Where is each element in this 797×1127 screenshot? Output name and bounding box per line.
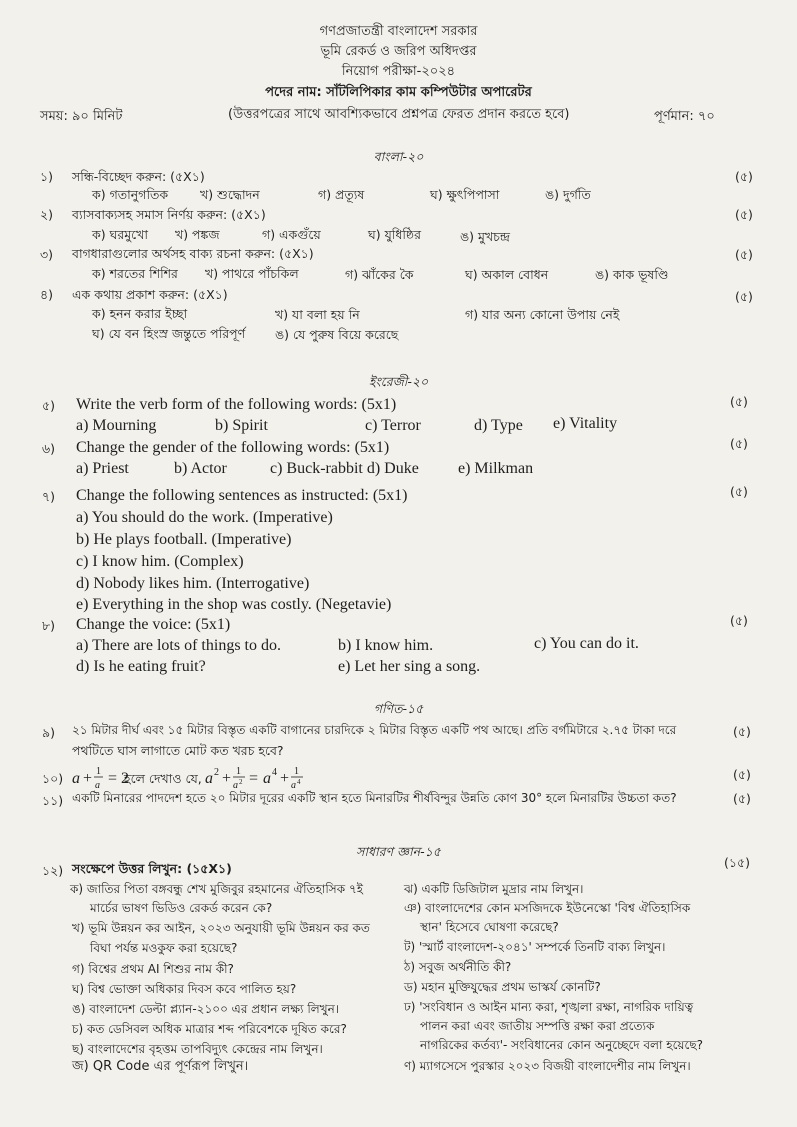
gk-item-continued: নাগরিকের কর্তব্য'- সংবিধানের কোন অনুচ্ছেদে বলা হয়েছে? bbox=[420, 1038, 703, 1052]
gk-item-continued: স্থান' হিসেবে ঘোষণা করেছে? bbox=[420, 920, 559, 934]
gk-item: ঘ) বিশ্ব ভোক্তা অধিকার দিবস কবে পালিত হয়? bbox=[72, 982, 297, 996]
option: d) Is he eating fruit? bbox=[76, 658, 206, 675]
option: ঘ) ক্ষুৎপিপাসা bbox=[430, 187, 500, 202]
svg-text:= 2: = 2 bbox=[108, 770, 130, 787]
question-marks: (৫) bbox=[730, 484, 748, 499]
option: গ) যার অন্য কোনো উপায় নেই bbox=[465, 307, 620, 322]
gk-item: জ) QR Code এর পূর্ণরূপ লিখুন। bbox=[72, 1059, 249, 1074]
option: খ) শুদ্ধোদন bbox=[200, 187, 260, 202]
option: ঘ) অকাল বোধন bbox=[465, 267, 549, 282]
govt-name: গণপ্রজাতন্ত্রী বাংলাদেশ সরকার bbox=[319, 24, 478, 39]
option: a) Mourning bbox=[76, 417, 157, 434]
gk-item: ঝ) একটি ডিজিটাল মুদ্রার নাম লিখুন। bbox=[404, 882, 584, 896]
option: b) I know him. bbox=[338, 637, 434, 654]
gk-item: চ) কত ডেসিবল অধিক মাত্রার শব্দ পরিবেশকে দূষিত করে? bbox=[72, 1022, 347, 1036]
question-text: সন্ধি-বিচ্ছেদ করুন: (৫X১) bbox=[72, 169, 205, 184]
option: ক) ঘরমুখো bbox=[92, 227, 148, 242]
option: a) You should do the work. (Imperative) bbox=[76, 509, 333, 526]
svg-text:1: 1 bbox=[294, 766, 299, 777]
option: c) Terror bbox=[365, 417, 421, 434]
question-text: Write the verb form of the following words: (5x1) bbox=[76, 396, 397, 413]
option: ঙ) যে পুরুষ বিয়ে করেছে bbox=[275, 327, 399, 342]
option: c) You can do it. bbox=[534, 635, 639, 652]
option: a) There are lots of things to do. bbox=[76, 637, 281, 654]
svg-text:a: a bbox=[233, 780, 238, 791]
option: গ) ঝাঁকের কৈ bbox=[345, 267, 414, 282]
svg-text:1: 1 bbox=[236, 766, 241, 777]
question-marks: (৫) bbox=[735, 207, 753, 222]
gk-item-continued: বিঘা পর্যন্ত মওকুফ করা হয়েছে? bbox=[90, 941, 238, 955]
option: c) Buck-rabbit d) Duke bbox=[270, 460, 419, 477]
section-title-math: গণিত-১৫ bbox=[373, 701, 424, 716]
question-text: সংক্ষেপে উত্তর লিখুন: (১৫X১) bbox=[72, 861, 232, 876]
option: খ) পাথরে পাঁচকিল bbox=[205, 266, 299, 281]
gk-item: ঢ) 'সংবিধান ও আইন মান্য করা, শৃঙ্খলা রক্ষা, নাগরিক দায়িত্ব bbox=[404, 1000, 694, 1014]
question-number: ২) bbox=[40, 207, 54, 222]
option: b) Spirit bbox=[215, 417, 268, 434]
gk-item: ঞ) বাংলাদেশের কোন মসজিদকে ইউনেস্কো 'বিশ্ব ঐতিহাসিক bbox=[404, 901, 691, 915]
option: e) Milkman bbox=[458, 460, 534, 477]
section-title-bangla: বাংলা-২০ bbox=[373, 149, 424, 164]
question-marks: (১৫) bbox=[724, 855, 750, 870]
question-marks: (৫) bbox=[730, 613, 748, 628]
gk-item: ণ) ম্যাগসেসে পুরস্কার ২০২৩ বিজয়ী বাংলাদেশীর নাম লিখুন। bbox=[404, 1059, 691, 1073]
gk-item: গ) বিশ্বের প্রথম AI শিশুর নাম কী? bbox=[72, 962, 234, 976]
question-text: Change the gender of the following words: (5x1) bbox=[76, 439, 390, 456]
option: গ) প্রত্যূষ bbox=[318, 187, 365, 202]
question-number: ৭) bbox=[42, 489, 56, 504]
question-marks: (৫) bbox=[733, 724, 751, 739]
exam-time: সময়: ৯০ মিনিট bbox=[40, 109, 123, 124]
option: c) I know him. (Complex) bbox=[76, 553, 244, 570]
option: a) Priest bbox=[76, 460, 129, 477]
question-text: Change the following sentences as instructed: (5x1) bbox=[76, 487, 408, 504]
math-expression bbox=[205, 760, 365, 792]
question-number: ৪) bbox=[40, 287, 53, 302]
question-text: ২১ মিটার দীর্ঘ এবং ১৫ মিটার বিস্তৃত একটি বাগানের চারদিকে ২ মিটার বিস্তৃত একটি পথ আছে। প্রতি বর্গমিটারে ২.৭৫ টাকা দরে bbox=[72, 723, 677, 737]
gk-item: ট) 'স্মার্ট বাংলাদেশ-২০৪১' সম্পর্কে তিনটি বাক্য লিখুন। bbox=[404, 940, 666, 954]
gk-item: খ) ভূমি উন্নয়ন কর আইন, ২০২৩ অনুযায়ী ভূমি উন্নয়ন কর কত bbox=[72, 921, 370, 935]
option: খ) পঙ্কজ bbox=[175, 227, 220, 242]
option: ঙ) মুখচন্দ্র bbox=[460, 229, 511, 244]
question-number: ১২) bbox=[42, 863, 64, 878]
question-number: ৩) bbox=[40, 247, 54, 262]
question-text: ব্যাসবাক্যসহ সমাস নির্ণয় করুন: (৫X১) bbox=[72, 207, 266, 222]
svg-text:+: + bbox=[222, 770, 232, 787]
question-number: ৯) bbox=[42, 725, 55, 740]
post-name: পদের নাম: সাঁটলিপিকার কাম কম্পিউটার অপারেটর bbox=[265, 85, 532, 100]
svg-text:a: a bbox=[291, 780, 296, 791]
option: ঘ) যুধিষ্ঠির bbox=[368, 227, 421, 242]
option: d) Nobody likes him. (Interrogative) bbox=[76, 575, 310, 592]
question-text: এক কথায় প্রকাশ করুন: (৫X১) bbox=[72, 287, 228, 302]
question-number: ১১) bbox=[42, 793, 64, 808]
question-number: ৬) bbox=[42, 441, 56, 456]
question-text: একটি মিনারের পাদদেশ হতে ২০ মিটার দূরের একটি স্থান হতে মিনারটির শীর্ষবিন্দুর উন্নতি কোণ 30° হলে মিনারটির উচ্চতা কত? bbox=[72, 791, 677, 805]
svg-text:a: a bbox=[95, 780, 100, 791]
option: ক) শরতের শিশির bbox=[92, 266, 178, 281]
equation-svg bbox=[205, 760, 365, 792]
option: ঙ) দুর্গতি bbox=[545, 187, 591, 202]
svg-text:2: 2 bbox=[239, 778, 243, 786]
svg-text:+: + bbox=[280, 770, 290, 787]
question-number: ১০) bbox=[42, 771, 64, 786]
option: b) Actor bbox=[174, 460, 227, 477]
return-instruction: (উত্তরপত্রের সাথে আবশ্যিকভাবে প্রশ্নপত্র ফেরত প্রদান করতে হবে) bbox=[228, 107, 570, 122]
option: e) Everything in the shop was costly. (Negetavie) bbox=[76, 596, 392, 613]
svg-text:=: = bbox=[249, 770, 259, 787]
question-text-continued: পথটিতে ঘাস লাগাতে মোট কত খরচ হবে? bbox=[72, 743, 284, 758]
question-marks: (৫) bbox=[730, 436, 748, 451]
gk-item: ক) জাতির পিতা বঙ্গবন্ধু শেখ মুজিবুর রহমানের ঐতিহাসিক ৭ই bbox=[70, 882, 363, 896]
svg-text:a: a bbox=[72, 770, 80, 787]
option: ঙ) কাক ভূষণ্ডি bbox=[595, 267, 669, 282]
question-text: Change the voice: (5x1) bbox=[76, 616, 231, 633]
option: d) Type bbox=[474, 417, 523, 434]
gk-item: ঙ) বাংলাদেশ ডেল্টা প্ল্যান-২১০০ এর প্রধান লক্ষ্য লিখুন। bbox=[72, 1002, 340, 1016]
question-marks: (৫) bbox=[733, 791, 751, 806]
svg-text:1: 1 bbox=[96, 766, 101, 777]
option: গ) একগুঁয়ে bbox=[262, 227, 321, 242]
question-marks: (৫) bbox=[735, 247, 753, 262]
question-text: বাগধারাগুলোর অর্থসহ বাক্য রচনা করুন: (৫X১) bbox=[72, 246, 314, 261]
question-marks: (৫) bbox=[733, 767, 751, 782]
gk-item: ঠ) সবুজ অর্থনীতি কী? bbox=[404, 960, 512, 974]
option: খ) যা বলা হয় নি bbox=[275, 307, 360, 322]
option: b) He plays football. (Imperative) bbox=[76, 531, 292, 548]
question-marks: (৫) bbox=[730, 394, 748, 409]
svg-text:a: a bbox=[205, 770, 213, 787]
gk-item-continued: পালন করা এবং জাতীয় সম্পত্তি রক্ষা করা প্রত্যেক bbox=[420, 1019, 655, 1033]
svg-text:4: 4 bbox=[272, 767, 277, 778]
svg-text:a: a bbox=[263, 770, 271, 787]
question-text: হলে দেখাও যে, bbox=[124, 771, 202, 786]
question-marks: (৫) bbox=[735, 289, 753, 304]
exam-name: নিয়োগ পরীক্ষা-২০২৪ bbox=[341, 64, 456, 79]
section-title-gk: সাধারণ জ্ঞান-১৫ bbox=[356, 844, 441, 859]
option: ক) হনন করার ইচ্ছা bbox=[92, 306, 188, 321]
svg-text:2: 2 bbox=[214, 767, 219, 778]
question-number: ১) bbox=[40, 169, 53, 184]
gk-item-continued: মার্চের ভাষণ ভিডিও রেকর্ড করেন কে? bbox=[90, 901, 273, 915]
option: ক) গতানুগতিক bbox=[92, 187, 169, 202]
svg-text:+: + bbox=[83, 770, 93, 787]
question-number: ৮) bbox=[42, 618, 55, 633]
option: ঘ) যে বন হিংস্র জন্তুতে পরিপূর্ণ bbox=[92, 326, 246, 341]
option: e) Vitality bbox=[553, 415, 618, 432]
section-title-english: ইংরেজী-২০ bbox=[368, 374, 429, 389]
svg-text:4: 4 bbox=[297, 778, 301, 786]
gk-item: ড) মহান মুক্তিযুদ্ধের প্রথম ভাস্কর্য কোনটি? bbox=[404, 980, 601, 994]
gk-item: ছ) বাংলাদেশের বৃহত্তম তাপবিদ্যুৎ কেন্দ্রের নাম লিখুন। bbox=[72, 1042, 323, 1056]
option: e) Let her sing a song. bbox=[338, 658, 481, 675]
department-name: ভূমি রেকর্ড ও জরিপ অধিদপ্তর bbox=[320, 44, 477, 59]
full-marks: পূর্ণমান: ৭০ bbox=[654, 109, 715, 124]
question-number: ৫) bbox=[42, 398, 55, 413]
question-marks: (৫) bbox=[735, 169, 753, 184]
